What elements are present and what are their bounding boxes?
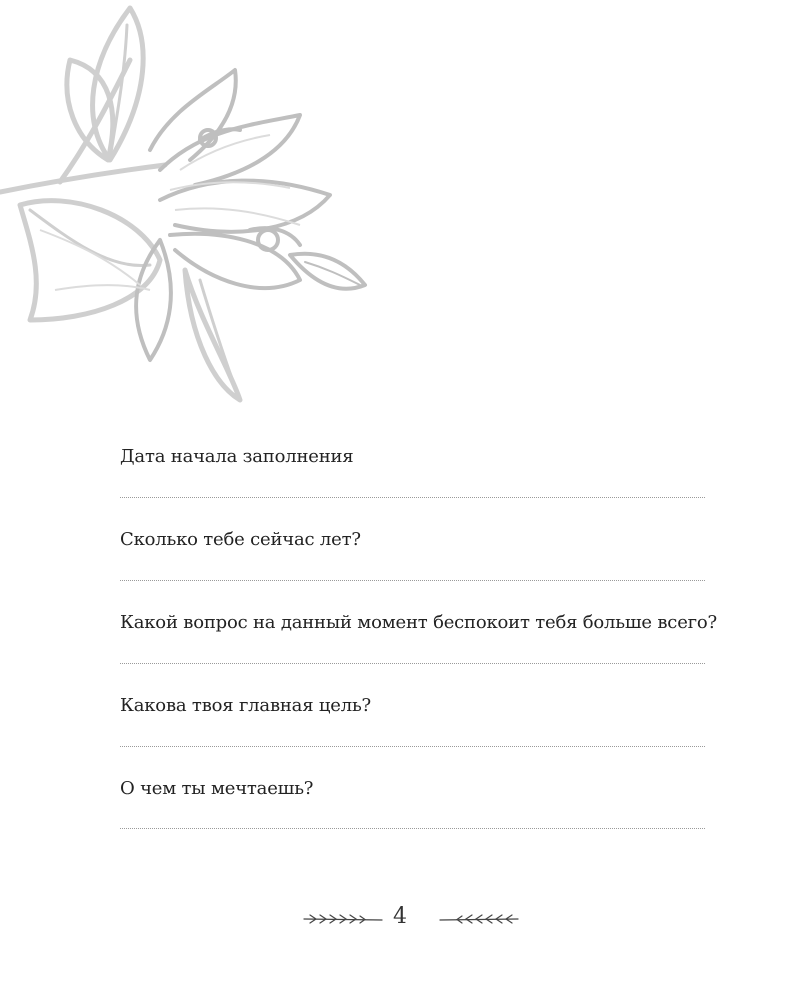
page-number: 4 <box>393 904 407 929</box>
answer-line-age[interactable] <box>120 580 705 581</box>
question-dream: О чем ты мечтаешь? <box>120 778 314 799</box>
page-footer <box>0 902 800 938</box>
question-main-concern: Какой вопрос на данный момент беспокоит тебя больше всего? <box>120 612 717 633</box>
answer-line-main-concern[interactable] <box>120 663 705 664</box>
question-main-goal: Какова твоя главная цель? <box>120 695 371 716</box>
left-sprig-icon <box>302 912 384 926</box>
right-sprig-icon <box>438 912 520 926</box>
question-age: Сколько тебе сейчас лет? <box>120 529 361 550</box>
answer-line-dream[interactable] <box>120 828 705 829</box>
answer-line-main-goal[interactable] <box>120 746 705 747</box>
answer-line-start-date[interactable] <box>120 497 705 498</box>
question-start-date: Дата начала заполнения <box>120 446 354 467</box>
flower-illustration <box>0 0 380 410</box>
